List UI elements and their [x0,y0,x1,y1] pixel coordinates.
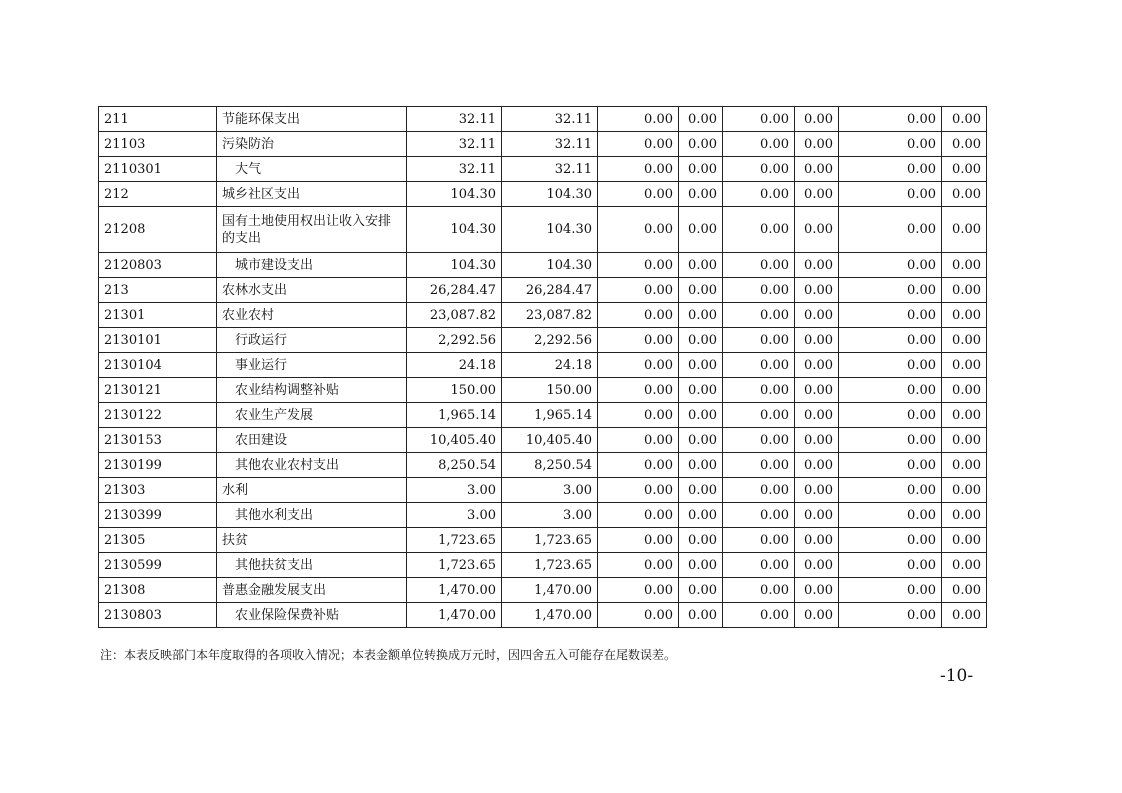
amount-cell: 24.18 [407,353,502,378]
subject-code-cell: 21208 [99,207,217,253]
subject-name-cell: 城市建设支出 [217,253,407,278]
amount-cell: 0.00 [679,157,723,182]
amount-cell: 0.00 [795,328,839,353]
subject-name-cell: 其他扶贫支出 [217,553,407,578]
amount-cell: 0.00 [598,428,679,453]
amount-cell: 0.00 [795,132,839,157]
amount-cell: 0.00 [942,428,987,453]
amount-cell: 23,087.82 [407,303,502,328]
amount-cell: 0.00 [723,503,795,528]
amount-cell: 0.00 [598,503,679,528]
subject-name-cell: 水利 [217,478,407,503]
amount-cell: 0.00 [795,503,839,528]
amount-cell: 0.00 [679,353,723,378]
amount-cell: 0.00 [598,107,679,132]
subject-code-cell: 2120803 [99,253,217,278]
amount-cell: 0.00 [839,182,942,207]
amount-cell: 32.11 [407,132,502,157]
amount-cell: 0.00 [679,553,723,578]
amount-cell: 0.00 [839,528,942,553]
amount-cell: 0.00 [723,578,795,603]
table-row [99,253,987,278]
income-table [98,106,987,628]
amount-cell: 0.00 [942,553,987,578]
amount-cell: 1,965.14 [407,403,502,428]
table-row [99,303,987,328]
amount-cell: 0.00 [679,603,723,628]
subject-name-cell: 农业生产发展 [217,403,407,428]
amount-cell: 0.00 [679,403,723,428]
amount-cell: 8,250.54 [407,453,502,478]
subject-code-cell: 2130153 [99,428,217,453]
amount-cell: 0.00 [795,603,839,628]
amount-cell: 0.00 [598,132,679,157]
amount-cell: 0.00 [598,207,679,253]
amount-cell: 0.00 [942,132,987,157]
table-row [99,428,987,453]
amount-cell: 0.00 [942,403,987,428]
amount-cell: 0.00 [679,478,723,503]
amount-cell: 0.00 [598,528,679,553]
amount-cell: 0.00 [679,378,723,403]
amount-cell: 0.00 [679,503,723,528]
amount-cell: 0.00 [598,328,679,353]
subject-name-cell: 行政运行 [217,328,407,353]
table-row [99,478,987,503]
amount-cell: 0.00 [942,207,987,253]
amount-cell: 0.00 [942,453,987,478]
amount-cell: 32.11 [407,157,502,182]
amount-cell: 0.00 [795,428,839,453]
table-row [99,182,987,207]
amount-cell: 0.00 [839,328,942,353]
amount-cell: 0.00 [839,207,942,253]
subject-name-cell: 农业农村 [217,303,407,328]
amount-cell: 0.00 [679,107,723,132]
amount-cell: 1,723.65 [502,528,598,553]
amount-cell: 0.00 [839,428,942,453]
subject-name-cell: 节能环保支出 [217,107,407,132]
amount-cell: 104.30 [407,253,502,278]
amount-cell: 0.00 [723,207,795,253]
amount-cell: 0.00 [795,578,839,603]
amount-cell: 0.00 [942,528,987,553]
amount-cell: 0.00 [723,182,795,207]
amount-cell: 24.18 [502,353,598,378]
amount-cell: 0.00 [795,378,839,403]
amount-cell: 26,284.47 [502,278,598,303]
subject-name-cell: 污染防治 [217,132,407,157]
amount-cell: 0.00 [723,403,795,428]
amount-cell: 1,470.00 [502,578,598,603]
table-row [99,328,987,353]
amount-cell: 0.00 [795,553,839,578]
amount-cell: 1,470.00 [502,603,598,628]
subject-code-cell: 2110301 [99,157,217,182]
amount-cell: 0.00 [795,157,839,182]
amount-cell: 0.00 [839,553,942,578]
subject-code-cell: 21103 [99,132,217,157]
amount-cell: 3.00 [407,503,502,528]
subject-name-cell: 农林水支出 [217,278,407,303]
table-row [99,578,987,603]
amount-cell: 1,723.65 [407,528,502,553]
amount-cell: 0.00 [795,107,839,132]
amount-cell: 150.00 [407,378,502,403]
amount-cell: 0.00 [598,353,679,378]
table-row [99,278,987,303]
amount-cell: 0.00 [839,403,942,428]
amount-cell: 0.00 [723,353,795,378]
subject-name-cell: 国有土地使用权出让收入安排的支出 [217,207,407,253]
table-row [99,453,987,478]
amount-cell: 0.00 [839,453,942,478]
amount-cell: 0.00 [679,578,723,603]
amount-cell: 0.00 [839,132,942,157]
subject-name-cell: 事业运行 [217,353,407,378]
amount-cell: 0.00 [723,132,795,157]
amount-cell: 0.00 [598,578,679,603]
amount-cell: 32.11 [502,157,598,182]
amount-cell: 32.11 [502,107,598,132]
subject-code-cell: 2130121 [99,378,217,403]
amount-cell: 0.00 [723,378,795,403]
subject-code-cell: 2130599 [99,553,217,578]
amount-cell: 1,723.65 [502,553,598,578]
subject-code-cell: 2130199 [99,453,217,478]
amount-cell: 0.00 [795,182,839,207]
amount-cell: 10,405.40 [407,428,502,453]
amount-cell: 0.00 [598,182,679,207]
subject-name-cell: 农田建设 [217,428,407,453]
amount-cell: 3.00 [502,503,598,528]
amount-cell: 0.00 [598,278,679,303]
amount-cell: 0.00 [795,303,839,328]
amount-cell: 0.00 [839,603,942,628]
amount-cell: 104.30 [502,207,598,253]
amount-cell: 0.00 [679,132,723,157]
amount-cell: 104.30 [407,182,502,207]
amount-cell: 0.00 [723,428,795,453]
subject-code-cell: 2130803 [99,603,217,628]
subject-name-cell: 扶贫 [217,528,407,553]
amount-cell: 3.00 [407,478,502,503]
amount-cell: 0.00 [679,278,723,303]
amount-cell: 0.00 [598,403,679,428]
amount-cell: 0.00 [723,553,795,578]
amount-cell: 0.00 [723,253,795,278]
amount-cell: 0.00 [598,378,679,403]
amount-cell: 0.00 [679,253,723,278]
amount-cell: 0.00 [795,453,839,478]
table-row [99,603,987,628]
subject-code-cell: 21301 [99,303,217,328]
amount-cell: 0.00 [795,353,839,378]
amount-cell: 0.00 [839,578,942,603]
amount-cell: 0.00 [723,478,795,503]
amount-cell: 0.00 [942,107,987,132]
amount-cell: 104.30 [502,182,598,207]
amount-cell: 0.00 [679,528,723,553]
amount-cell: 26,284.47 [407,278,502,303]
amount-cell: 0.00 [839,278,942,303]
amount-cell: 10,405.40 [502,428,598,453]
amount-cell: 3.00 [502,478,598,503]
amount-cell: 0.00 [839,303,942,328]
amount-cell: 0.00 [723,603,795,628]
amount-cell: 0.00 [723,107,795,132]
amount-cell: 0.00 [942,253,987,278]
amount-cell: 0.00 [679,328,723,353]
amount-cell: 0.00 [942,303,987,328]
amount-cell: 0.00 [723,303,795,328]
table-row [99,207,987,253]
amount-cell: 0.00 [598,603,679,628]
amount-cell: 0.00 [679,453,723,478]
subject-name-cell: 其他水利支出 [217,503,407,528]
amount-cell: 0.00 [679,303,723,328]
amount-cell: 0.00 [839,157,942,182]
amount-cell: 0.00 [839,107,942,132]
amount-cell: 0.00 [679,428,723,453]
amount-cell: 0.00 [795,207,839,253]
amount-cell: 150.00 [502,378,598,403]
amount-cell: 104.30 [502,253,598,278]
amount-cell: 0.00 [679,182,723,207]
table-row [99,403,987,428]
subject-code-cell: 21303 [99,478,217,503]
amount-cell: 0.00 [723,157,795,182]
amount-cell: 0.00 [723,278,795,303]
amount-cell: 2,292.56 [502,328,598,353]
subject-code-cell: 21305 [99,528,217,553]
amount-cell: 0.00 [839,503,942,528]
table-row [99,503,987,528]
amount-cell: 32.11 [502,132,598,157]
subject-name-cell: 大气 [217,157,407,182]
amount-cell: 0.00 [598,553,679,578]
subject-code-cell: 2130399 [99,503,217,528]
amount-cell: 0.00 [598,253,679,278]
amount-cell: 0.00 [723,528,795,553]
subject-code-cell: 211 [99,107,217,132]
amount-cell: 0.00 [795,278,839,303]
subject-code-cell: 2130122 [99,403,217,428]
amount-cell: 0.00 [839,478,942,503]
amount-cell: 0.00 [723,328,795,353]
amount-cell: 1,723.65 [407,553,502,578]
amount-cell: 1,470.00 [407,603,502,628]
amount-cell: 32.11 [407,107,502,132]
amount-cell: 0.00 [942,578,987,603]
amount-cell: 0.00 [598,157,679,182]
amount-cell: 0.00 [723,453,795,478]
amount-cell: 104.30 [407,207,502,253]
subject-name-cell: 普惠金融发展支出 [217,578,407,603]
amount-cell: 0.00 [839,378,942,403]
amount-cell: 0.00 [942,278,987,303]
page-number: -10- [940,666,974,686]
subject-code-cell: 2130104 [99,353,217,378]
amount-cell: 0.00 [942,353,987,378]
subject-name-cell: 城乡社区支出 [217,182,407,207]
table-row [99,107,987,132]
amount-cell: 0.00 [942,503,987,528]
amount-cell: 23,087.82 [502,303,598,328]
amount-cell: 0.00 [942,182,987,207]
amount-cell: 0.00 [839,353,942,378]
table-row [99,353,987,378]
amount-cell: 0.00 [942,328,987,353]
table-row [99,553,987,578]
amount-cell: 0.00 [795,403,839,428]
amount-cell: 0.00 [942,478,987,503]
subject-code-cell: 21308 [99,578,217,603]
amount-cell: 0.00 [795,528,839,553]
subject-code-cell: 2130101 [99,328,217,353]
amount-cell: 0.00 [942,157,987,182]
subject-name-cell: 农业结构调整补贴 [217,378,407,403]
amount-cell: 0.00 [598,303,679,328]
subject-code-cell: 213 [99,278,217,303]
table-row [99,378,987,403]
amount-cell: 8,250.54 [502,453,598,478]
subject-code-cell: 212 [99,182,217,207]
amount-cell: 1,470.00 [407,578,502,603]
amount-cell: 0.00 [679,207,723,253]
table-body [99,107,987,628]
table-row [99,157,987,182]
subject-name-cell: 其他农业农村支出 [217,453,407,478]
amount-cell: 0.00 [839,253,942,278]
amount-cell: 2,292.56 [407,328,502,353]
table-row [99,132,987,157]
amount-cell: 0.00 [795,253,839,278]
amount-cell: 0.00 [598,453,679,478]
amount-cell: 0.00 [942,378,987,403]
table-row [99,528,987,553]
subject-name-cell: 农业保险保费补贴 [217,603,407,628]
amount-cell: 0.00 [598,478,679,503]
amount-cell: 1,965.14 [502,403,598,428]
amount-cell: 0.00 [795,478,839,503]
amount-cell: 0.00 [942,603,987,628]
table-note: 注：本表反映部门本年度取得的各项收入情况；本表金额单位转换成万元时，因四舍五入可能存在尾数误差。 [100,648,677,662]
